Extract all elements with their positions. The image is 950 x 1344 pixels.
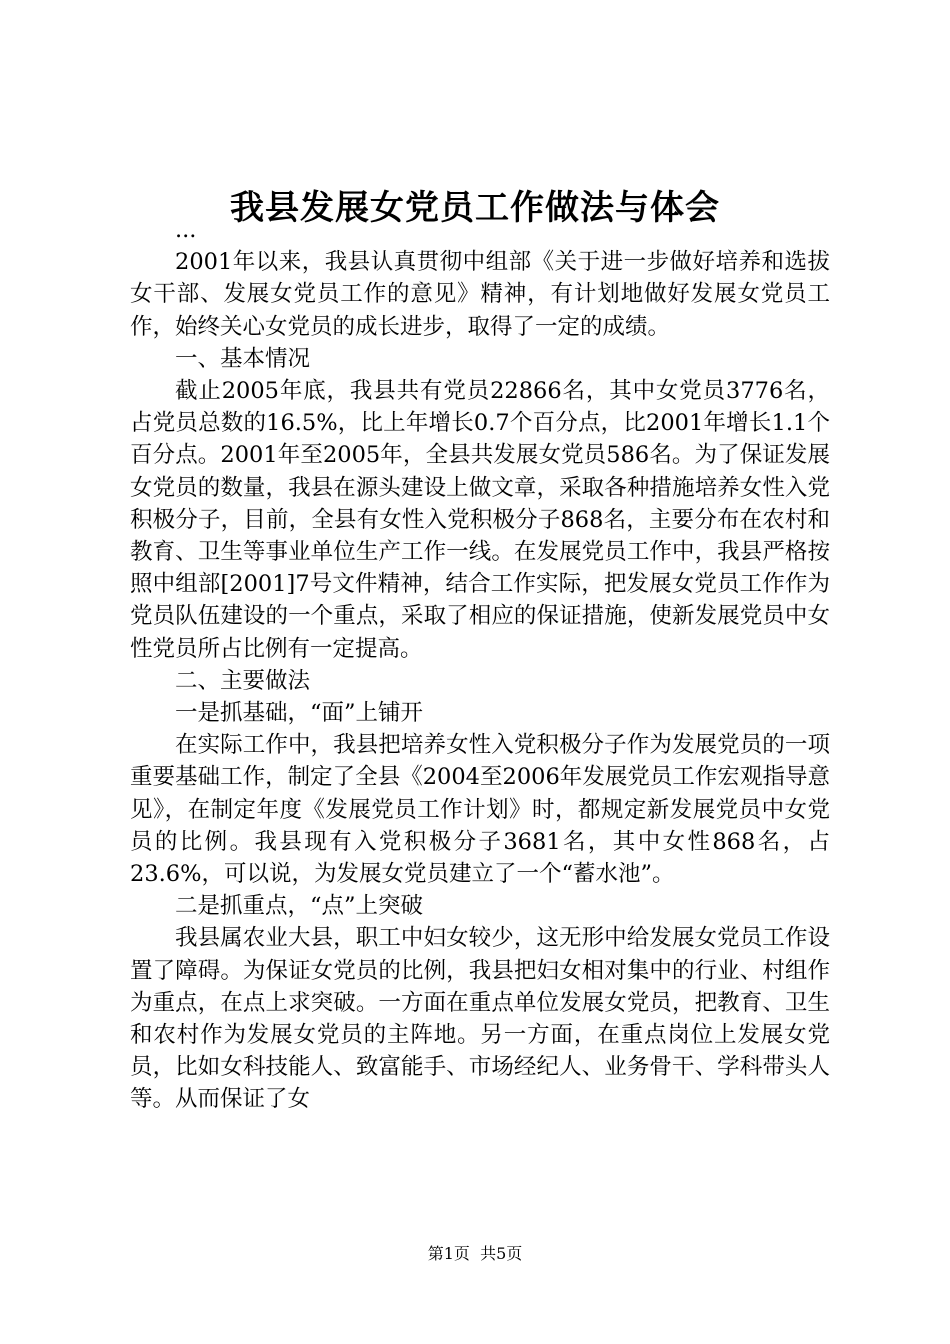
subheading-foundation: 一是抓基础，“面”上铺开 [175,700,424,727]
paragraph-key-points: 我县属农业大县，职工中妇女较少，这无形中给发展女党员工作设置了障碍。为保证女党员的比例，我县把妇女相对集中的行业、村组作为重点，在点上求突破。一方面在重点单位发展女党员，把教育、卫生和农村作为发展女党员的主阵地。另一方面，在重点岗位上发展女党员，比如女科技能人、致富能手、市场经纪人、业务骨干、学科带头人等。从而保证了女 [130,925,830,1113]
subheading-key-points: 二是抓重点，“点”上突破 [175,893,424,920]
page-total: 共5页 [480,1244,523,1263]
section-heading-basic-situation: 一、基本情况 [175,345,311,372]
paragraph-basic-situation: 截止2005年底，我县共有党员22866名，其中女党员3776名，占党员总数的16.5%，比上年增长0.7个百分点，比2001年增长1.1个百分点。2001年至2005年，全县共发展女党员586名。为了保证发展女党员的数量，我县在源头建设上做文章，采取各种措施培养女性入党积极分子，目前，全县有女性入党积极分子868名，主要分布在农村和教育、卫生等事业单位生产工作一线。在发展党员工作中，我县严格按照中组部[2001]7号文件精神，结合工作实际，把发展女党员工作作为党员队伍建设的一个重点，采取了相应的保证措施，使新发展党员中女性党员所占比例有一定提高。 [130,378,830,662]
document-body [130,214,830,1116]
document-title: 我县发展女党员工作做法与体会 [230,188,720,228]
page-number: 第1页 [427,1244,470,1263]
paragraph-intro: 2001年以来，我县认真贯彻中组部《关于进一步做好培养和选拔女干部、发展女党员工作的意见》精神，有计划地做好发展女党员工作，始终关心女党员的成长进步，取得了一定的成绩。 [130,249,830,340]
ellipsis-line: ... [175,217,197,243]
section-heading-main-methods: 二、主要做法 [175,667,311,694]
paragraph-foundation: 在实际工作中，我县把培养女性入党积极分子作为发展党员的一项重要基础工作，制定了全县《2004至2006年发展党员工作宏观指导意见》，在制定年度《发展党员工作计划》时，都规定新发展党员中女党员的比例。我县现有入党积极分子3681名，其中女性868名，占23.6%，可以说，为发展女党员建立了一个“蓄水池”。 [130,732,830,888]
page-footer [0,1243,950,1265]
